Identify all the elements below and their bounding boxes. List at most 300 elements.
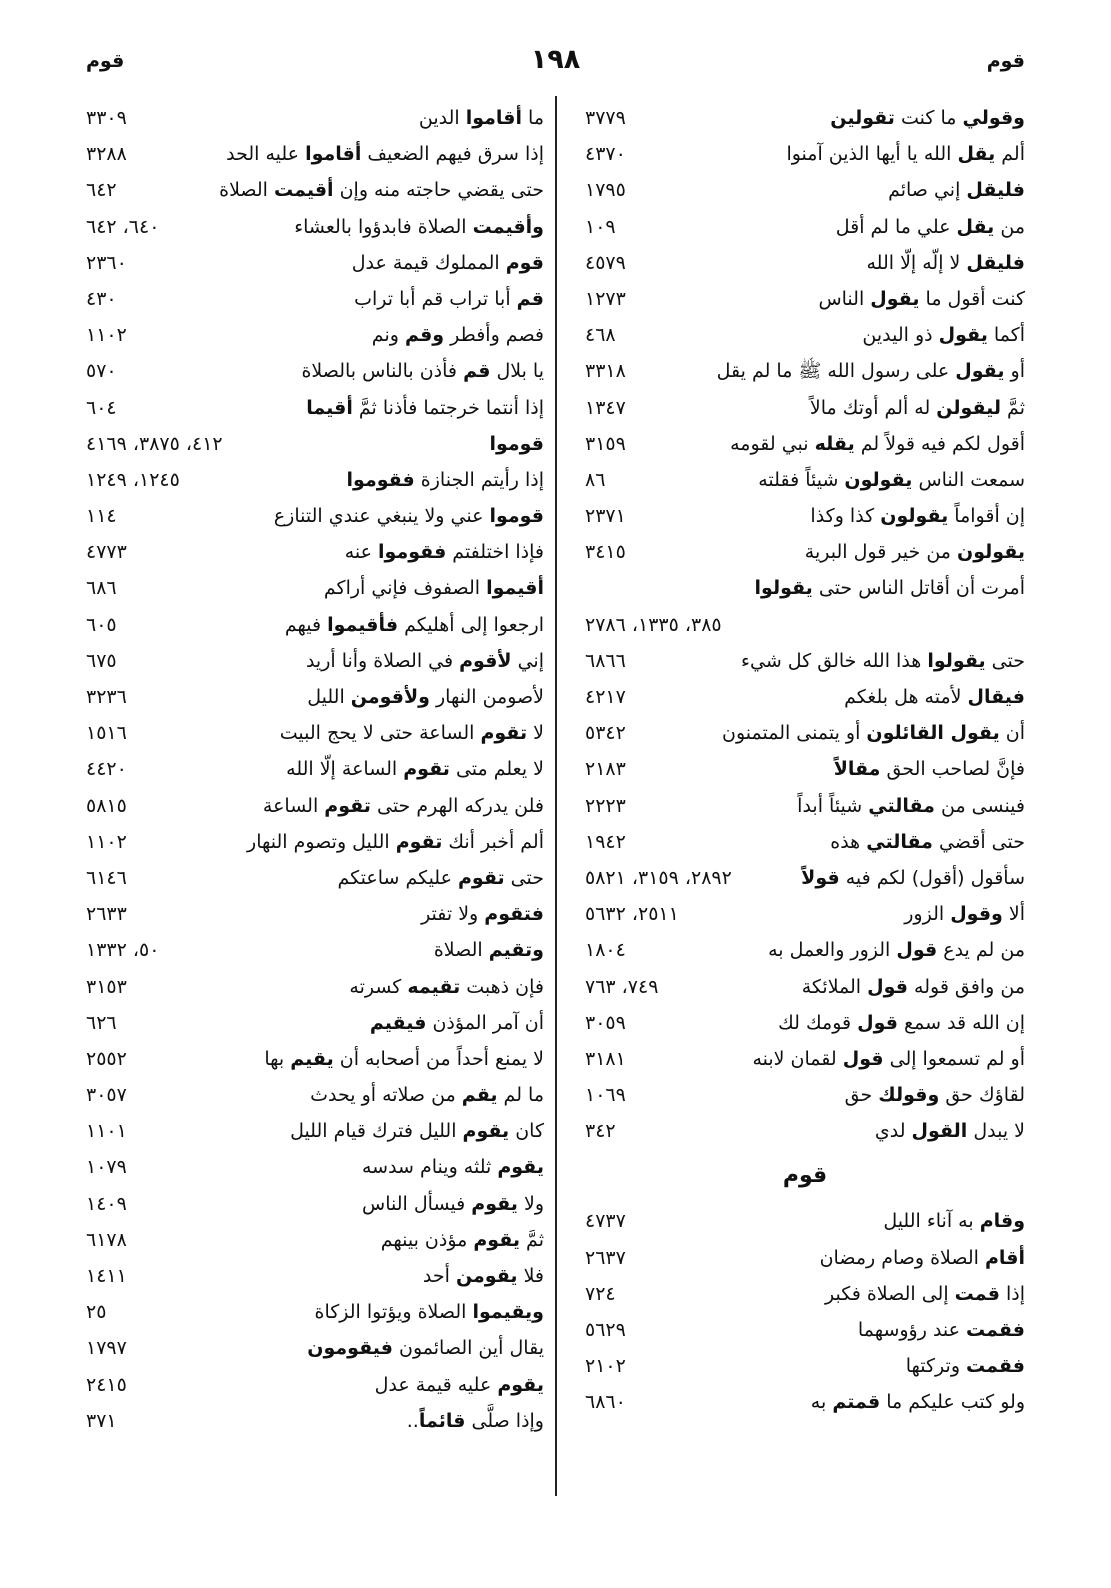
- index-entry: [585, 1113, 1025, 1149]
- page-number: ١٩٨: [530, 44, 581, 75]
- entry-text: [337, 860, 544, 896]
- entry-hadith-numbers: ٦٤٠، ٦٤٢: [86, 215, 160, 238]
- entry-hadith-numbers: ١٩٤٢: [585, 830, 626, 853]
- entry-text-part: له ألم أوتك مالاً: [809, 396, 937, 419]
- entry-keyword: فتقوم: [484, 903, 544, 926]
- entry-text: [818, 281, 1025, 317]
- entry-text: [307, 1330, 544, 1366]
- index-entry: [585, 390, 1025, 426]
- entry-text-part: فإنَّ لصاحب الحق: [880, 758, 1025, 781]
- entry-text-part: في الصلاة وأنا أريد: [305, 649, 460, 672]
- entry-text-part: أكما: [987, 324, 1025, 347]
- index-entry: [585, 136, 1025, 172]
- entry-text-part: الصفوف فإني أراكم: [323, 577, 487, 600]
- entry-hadith-numbers: ٣٧٧٩: [585, 107, 626, 129]
- entry-text: [349, 969, 544, 1005]
- index-entry: [86, 1367, 544, 1403]
- entry-text: [375, 1367, 544, 1403]
- entry-hadith-numbers: ٣٤٢: [585, 1120, 616, 1143]
- entry-text: [247, 824, 544, 860]
- entry-text: [274, 498, 544, 534]
- entry-text: [730, 426, 1025, 462]
- entry-text: [263, 788, 544, 824]
- entry-hadith-numbers: ١٤١١: [86, 1265, 127, 1287]
- entry-keyword: تقيمه: [407, 975, 461, 998]
- index-entry: [86, 860, 544, 896]
- entry-text-part: الناس: [818, 287, 871, 310]
- entry-keyword: قولاً: [801, 866, 840, 889]
- entry-text-part: أو يتمنى المتمنون: [722, 722, 867, 745]
- entry-text-part: شيئاً أبداً: [797, 794, 869, 817]
- entry-keyword: فيقومون: [307, 1337, 393, 1360]
- entry-text: [306, 390, 544, 426]
- entry-text: [755, 570, 1025, 606]
- entry-text: [362, 1186, 544, 1222]
- entry-hadith-numbers: ٣١٥٩: [585, 432, 626, 455]
- entry-keyword: أقيمت: [274, 179, 334, 202]
- entry-text-part: إذا: [999, 1282, 1025, 1305]
- entry-hadith-numbers: ٧٢٤: [585, 1282, 616, 1305]
- entry-text: [820, 1240, 1025, 1276]
- entry-text-part: إذا أنتما خرجتما فأذنا ثمَّ: [352, 396, 544, 419]
- entry-text-part: أو: [1004, 360, 1025, 383]
- index-entry: [86, 824, 544, 860]
- entry-hadith-numbers: ١٤٠٩: [86, 1192, 127, 1215]
- index-entry: [585, 534, 1025, 570]
- entry-text-part: إلى الصلاة فكبر: [824, 1282, 955, 1305]
- index-entry: [86, 353, 544, 389]
- entry-text: [717, 353, 1025, 389]
- entry-text-part: الملائكة: [801, 975, 868, 998]
- index-entry: [86, 172, 544, 208]
- entry-hadith-numbers: ٣٧١: [86, 1409, 117, 1432]
- entry-text-part: ألا: [1002, 903, 1025, 926]
- entry-text: [836, 209, 1025, 245]
- index-entry: [86, 1077, 544, 1113]
- entry-text: [347, 462, 544, 498]
- entry-hadith-numbers: ٣٨٥، ١٣٣٥، ٢٧٨٦: [585, 613, 722, 636]
- index-entry: [86, 969, 544, 1005]
- left-column: [86, 100, 544, 1439]
- entry-text-part: ثمَّ: [1001, 396, 1025, 419]
- entry-hadith-numbers: ٦٨٦: [86, 577, 117, 600]
- index-entry: [86, 462, 544, 498]
- entry-keyword: وقول: [950, 903, 1003, 926]
- index-entry: [86, 1186, 544, 1222]
- entry-keyword: يقولوا: [754, 577, 813, 600]
- entry-hadith-numbers: ٢٦٣٧: [585, 1246, 626, 1269]
- index-entry: [86, 932, 544, 968]
- entry-text-part: أو لم تسمعوا إلى: [883, 1047, 1025, 1070]
- index-entry: [585, 1240, 1025, 1276]
- entry-text-part: أبا تراب قم أبا تراب: [354, 287, 517, 310]
- entry-hadith-numbers: ٢٢٢٣: [585, 794, 626, 817]
- entry-keyword: يقولون: [844, 468, 913, 491]
- entry-text: [280, 715, 544, 751]
- entry-text-part: الليل: [307, 686, 351, 708]
- entry-text: [372, 317, 544, 353]
- entry-text-part: به: [810, 1391, 833, 1414]
- entry-text: [407, 1403, 544, 1439]
- entry-text-part: فأذن بالناس بالصلاة: [301, 360, 464, 383]
- entry-keyword: تقوم: [403, 758, 450, 781]
- entry-text-part: هذا الله خالق كل شيء: [741, 649, 928, 672]
- entry-hadith-numbers: ٦٠٤: [86, 396, 117, 419]
- entry-hadith-numbers: ٢٣٦٠: [86, 251, 127, 274]
- entry-text-part: لا يمنع أحداً من أصحابه أن: [333, 1047, 544, 1070]
- entry-text-part: علي ما لم أقل: [835, 215, 957, 238]
- index-entry: [86, 390, 544, 426]
- index-entry: [86, 100, 544, 136]
- entry-hadith-numbers: ٤٣٠: [86, 287, 117, 310]
- index-entry: [585, 353, 1025, 389]
- entry-hadith-numbers: ٣٣٠٩: [86, 107, 127, 129]
- header-keyword-left: قوم: [86, 50, 125, 72]
- entry-text-part: فيسأل الناس: [362, 1192, 472, 1215]
- entry-text: [805, 534, 1025, 570]
- entry-keyword: يقوم: [497, 1373, 544, 1396]
- index-entry: [585, 317, 1025, 353]
- index-entry: [585, 607, 1025, 643]
- entry-hadith-numbers: ٤٧٧٣: [86, 541, 127, 564]
- entry-hadith-numbers: ١٣٤٧: [585, 396, 626, 419]
- entry-hadith-numbers: ٢٤١٥: [86, 1373, 127, 1396]
- entry-hadith-numbers: ٣٣١٨: [585, 360, 626, 383]
- entry-keyword: وأقيمت: [472, 215, 544, 238]
- entry-hadith-numbers: ٣٠٥٧: [86, 1084, 127, 1107]
- entry-text-part: فإذا اختلفتم: [446, 541, 544, 564]
- entry-text-part: الساعة إلّا الله: [286, 758, 404, 781]
- entry-hadith-numbers: ٦٤٢: [86, 179, 117, 202]
- entry-text-part: سمعت الناس: [912, 468, 1025, 491]
- entry-text-part: لا: [527, 722, 544, 745]
- entry-keyword: فليقل: [966, 179, 1025, 202]
- entry-keyword: قوموا: [489, 505, 544, 528]
- entry-text-part: حتى: [985, 649, 1025, 672]
- entry-keyword: يقولوا: [927, 649, 986, 672]
- entry-keyword: تقولين: [830, 107, 895, 129]
- entry-text: [862, 317, 1025, 353]
- entry-keyword: فأقيموا: [327, 613, 399, 636]
- entry-text: [858, 1312, 1025, 1348]
- entry-keyword: وقام: [979, 1210, 1025, 1233]
- entry-text-part: الساعة: [262, 794, 325, 817]
- entry-text: [883, 1203, 1025, 1239]
- index-entry: [86, 1294, 544, 1330]
- entry-text-part: الساعة حتى لا يحج البيت: [279, 722, 481, 745]
- entry-keyword: قمت: [954, 1282, 1000, 1305]
- entry-keyword: يقله: [814, 432, 855, 455]
- entry-keyword: يقيم: [290, 1047, 334, 1070]
- entry-keyword: لأقوم: [459, 649, 512, 672]
- entry-text: [768, 932, 1025, 968]
- index-entry: [585, 932, 1025, 968]
- entry-text: [802, 969, 1025, 1005]
- index-entry: [86, 751, 544, 787]
- index-entry: [86, 1403, 544, 1439]
- entry-text-part: الزور: [904, 903, 951, 926]
- entry-text: [354, 281, 544, 317]
- entry-keyword: ويقيموا: [472, 1301, 544, 1324]
- entry-text-part: إن أقواماً: [948, 505, 1025, 528]
- entry-keyword: قائماً: [418, 1409, 466, 1432]
- entry-keyword: ليقولن: [936, 396, 1002, 419]
- entry-hadith-numbers: ٤٤٢٠: [86, 758, 127, 781]
- entry-hadith-numbers: ٤٦٨: [585, 324, 616, 347]
- index-entry: [86, 281, 544, 317]
- entry-keyword: تقوم: [480, 722, 528, 745]
- entry-text: [844, 679, 1025, 715]
- entry-keyword: مقالتي: [868, 794, 935, 817]
- entry-text-part: إذا رأيتم الجنازة: [414, 468, 544, 491]
- entry-text: [345, 534, 544, 570]
- entry-text: [825, 1276, 1025, 1312]
- entry-hadith-numbers: ٦٨٦٦: [585, 649, 626, 672]
- entry-hadith-numbers: ٥٨١٥: [86, 794, 127, 817]
- entry-text: [419, 100, 544, 136]
- entry-text-part: لقمان لابنه: [752, 1047, 843, 1070]
- section-heading: قوم: [782, 1163, 828, 1189]
- entry-text-part: قومك لك: [778, 1011, 858, 1034]
- entry-hadith-numbers: ٦٢٦: [86, 1011, 117, 1034]
- entry-hadith-numbers: ٦٧٥: [86, 649, 117, 672]
- index-entry: [86, 896, 544, 932]
- entry-keyword: وقولك: [878, 1084, 940, 1107]
- entry-text-part: حتى: [504, 866, 544, 889]
- index-entry: [585, 751, 1025, 787]
- entry-keyword: مقالتي: [866, 830, 933, 853]
- entry-hadith-numbers: ٢١٠٢: [585, 1355, 626, 1378]
- entry-hadith-numbers: ٢٦٣٣: [86, 903, 127, 926]
- entry-keyword: يقوم: [497, 1156, 544, 1179]
- entry-text-part: لا يعلم متى: [449, 758, 544, 781]
- entry-text: [314, 1294, 544, 1330]
- entry-text: [324, 570, 544, 606]
- entry-text-part: ما كنت: [894, 107, 963, 129]
- entry-text: [264, 1041, 544, 1077]
- entry-text-part: شيئاً فقلته: [758, 468, 845, 491]
- entry-text: [421, 896, 544, 932]
- entry-keyword: أقيما: [306, 396, 353, 419]
- entry-text-part: من وافق قوله: [907, 975, 1025, 998]
- index-entry: [585, 969, 1025, 1005]
- entry-text-part: من خير قول البرية: [804, 541, 958, 564]
- entry-text-part: بها: [264, 1047, 291, 1070]
- entry-keyword: فقوموا: [378, 541, 447, 564]
- entry-hadith-numbers: ١١٠٢: [86, 324, 127, 347]
- entry-text: [434, 932, 544, 968]
- index-entry: [86, 1149, 544, 1185]
- entry-keyword: يقومن: [455, 1265, 518, 1287]
- entry-hadith-numbers: ١٠٩: [585, 215, 616, 238]
- entry-hadith-numbers: ٤١٢، ٣٨٧٥، ٤١٦٩: [86, 432, 223, 455]
- entry-text-part: فإن ذهبت: [460, 975, 544, 998]
- entry-hadith-numbers: ٦٨٦٠: [585, 1391, 626, 1414]
- entry-keyword: مقالاً: [833, 758, 881, 781]
- entry-text-part: كذا وكذا: [810, 505, 881, 528]
- entry-hadith-numbers: ٤٥٧٩: [585, 251, 626, 274]
- entry-text: [489, 426, 544, 462]
- index-entry: [585, 172, 1025, 208]
- entry-keyword: قول: [857, 1011, 898, 1034]
- entry-text: [423, 1258, 544, 1294]
- entry-text: [294, 209, 544, 245]
- index-entry: [585, 100, 1025, 136]
- index-entry: [585, 824, 1025, 860]
- entry-hadith-numbers: ٤٢١٧: [585, 686, 626, 708]
- entry-text: [866, 245, 1025, 281]
- entry-keyword: يقوم: [462, 1120, 510, 1143]
- index-entry: [585, 896, 1025, 932]
- entry-text-part: المملوك قيمة عدل: [351, 251, 506, 274]
- entry-text-part: إن الله قد سمع: [897, 1011, 1025, 1034]
- entry-text-part: الصلاة فابدؤوا بالعشاء: [294, 215, 473, 238]
- entry-text-part: ذو اليدين: [862, 324, 939, 347]
- entry-hadith-numbers: ١١٤: [86, 505, 117, 528]
- entry-text-part: لا يبدل: [967, 1120, 1025, 1143]
- index-entry: [585, 498, 1025, 534]
- header-keyword-right: قوم: [986, 50, 1025, 72]
- entry-text-part: من: [994, 215, 1025, 238]
- entry-hadith-numbers: ٢٨٩٢، ٣١٥٩، ٥٨٢١: [585, 866, 732, 889]
- index-entry: [86, 317, 544, 353]
- entry-text-part: عني ولا ينبغي عندي التنازع: [273, 505, 490, 528]
- entry-text: [310, 1077, 544, 1113]
- index-entry: [86, 498, 544, 534]
- index-entry: [585, 643, 1025, 679]
- entry-hadith-numbers: ٢١٨٣: [585, 758, 626, 781]
- entry-text-part: أن آمر المؤذن: [426, 1011, 544, 1034]
- entry-hadith-numbers: ٦١٤٦: [86, 866, 127, 889]
- entry-hadith-numbers: ٣١٨١: [585, 1047, 626, 1070]
- entry-text: [906, 1348, 1025, 1384]
- entry-hadith-numbers: ٣١٥٣: [86, 975, 127, 998]
- entry-keyword: قوموا: [489, 432, 544, 455]
- entry-text: [301, 353, 544, 389]
- index-entry: [585, 281, 1025, 317]
- entry-text: [306, 643, 544, 679]
- index-entry: [86, 1258, 544, 1294]
- entry-text-part: كسرته: [349, 975, 408, 998]
- entry-keyword: يقم: [461, 1084, 498, 1107]
- entry-hadith-numbers: ١٧٩٧: [86, 1337, 127, 1360]
- entry-text-part: ونم: [371, 324, 405, 347]
- index-entry: [585, 1077, 1025, 1113]
- entry-hadith-numbers: ٢٥٥٢: [86, 1047, 127, 1070]
- index-entry: [86, 643, 544, 679]
- entry-keyword: فيقيم: [369, 1011, 427, 1034]
- entry-text-part: فلن يدركه الهرم حتى: [370, 794, 544, 817]
- entry-hadith-numbers: ١٧٩٥: [585, 179, 626, 202]
- entry-text-part: عليه قيمة عدل: [374, 1373, 498, 1396]
- entry-hadith-numbers: ٣٠٥٩: [585, 1011, 626, 1034]
- entry-keyword: يقول: [955, 360, 1005, 383]
- entry-keyword: قم: [516, 287, 544, 310]
- entry-text-part: الليل وتصوم النهار: [247, 830, 396, 853]
- entry-text: [875, 1113, 1025, 1149]
- index-entry: [585, 1276, 1025, 1312]
- entry-keyword: تقوم: [324, 794, 371, 817]
- entry-keyword: يقولون: [957, 541, 1025, 564]
- entry-keyword: قمتم: [832, 1391, 881, 1414]
- entry-text-part: فيهم: [284, 613, 328, 636]
- entry-keyword: أقام: [984, 1246, 1025, 1269]
- entry-keyword: يقوم: [471, 1192, 518, 1215]
- entry-text-part: ما لم: [497, 1084, 544, 1107]
- entry-keyword: يقول القائلون: [866, 722, 1000, 745]
- entry-keyword: وتقيم: [488, 939, 544, 962]
- entry-text: [830, 100, 1025, 136]
- index-entry: [585, 715, 1025, 751]
- entry-text-part: الله يا أيها الذين آمنوا: [786, 143, 958, 166]
- entry-text-part: الزور والعمل به: [768, 939, 897, 962]
- entry-text-part: ولو كتب عليكم ما: [880, 1391, 1025, 1414]
- entry-text-part: حتى يقضي حاجته منه وإن: [333, 179, 544, 202]
- entry-keyword: أقاموا: [305, 143, 362, 166]
- index-entry: [585, 1005, 1025, 1041]
- entry-text-part: أقول لكم فيه قولاً لم: [854, 432, 1025, 455]
- entry-text-part: ألم أخبر أنك: [442, 830, 544, 853]
- entry-keyword: تقوم: [457, 866, 505, 889]
- entry-text: [307, 679, 544, 715]
- entry-text-part: أن: [999, 722, 1025, 745]
- entry-keyword: يقولون: [880, 505, 949, 528]
- entry-hadith-numbers: ٧٤٩، ٧٦٣: [585, 975, 659, 998]
- page-header: [0, 44, 1111, 84]
- entry-text: [226, 136, 544, 172]
- entry-text-part: الصلاة: [219, 179, 274, 202]
- entry-text-part: عند رؤوسهما: [857, 1319, 967, 1341]
- entry-keyword: يقول: [938, 324, 988, 347]
- index-entry: [86, 715, 544, 751]
- entry-hadith-numbers: ١١٠٢: [86, 830, 127, 853]
- entry-text: [845, 1077, 1025, 1113]
- entry-text-part: ..: [406, 1409, 419, 1432]
- entry-hadith-numbers: ١٠٧٩: [86, 1156, 127, 1179]
- entry-keyword: فقمت: [966, 1355, 1025, 1378]
- entry-keyword: القول: [911, 1120, 968, 1143]
- entry-text-part: فينسى من: [934, 794, 1025, 817]
- entry-text-part: هذه: [830, 830, 867, 853]
- entry-text-part: ألم: [995, 143, 1025, 166]
- entry-text-part: إني: [511, 649, 544, 672]
- entry-hadith-numbers: ٤٧٣٧: [585, 1210, 626, 1233]
- entry-text: [285, 607, 544, 643]
- entry-text-part: الليل فترك قيام الليل: [290, 1120, 463, 1143]
- entry-text-part: ارجعوا إلى أهليكم: [398, 613, 544, 636]
- entry-keyword: فقمت: [966, 1319, 1025, 1341]
- entry-text: [904, 896, 1025, 932]
- entry-text: [801, 860, 1025, 896]
- index-entry: [585, 1312, 1025, 1348]
- entry-text-part: لدي: [874, 1120, 912, 1143]
- entry-text: [286, 751, 544, 787]
- entry-hadith-numbers: ٣٢٨٨: [86, 143, 127, 166]
- entry-hadith-numbers: ٤٣٧٠: [585, 143, 626, 166]
- entry-text-part: لقاؤك حق: [939, 1084, 1025, 1107]
- entry-text-part: ولا تفتر: [421, 903, 485, 926]
- entry-hadith-numbers: ١٠٦٩: [585, 1084, 626, 1107]
- index-entry: [86, 1330, 544, 1366]
- entry-text-part: حق: [844, 1084, 879, 1107]
- index-entry: [86, 136, 544, 172]
- entry-text-part: يا بلال: [490, 360, 544, 383]
- entry-hadith-numbers: ٢٥: [86, 1301, 107, 1324]
- entry-keyword: وقولي: [962, 107, 1025, 129]
- entry-text-part: على رسول الله ﷺ ما لم يقل: [716, 360, 956, 383]
- entry-text-part: يقال أين الصائمون: [392, 1337, 544, 1360]
- entry-text-part: به آناء الليل: [883, 1210, 980, 1233]
